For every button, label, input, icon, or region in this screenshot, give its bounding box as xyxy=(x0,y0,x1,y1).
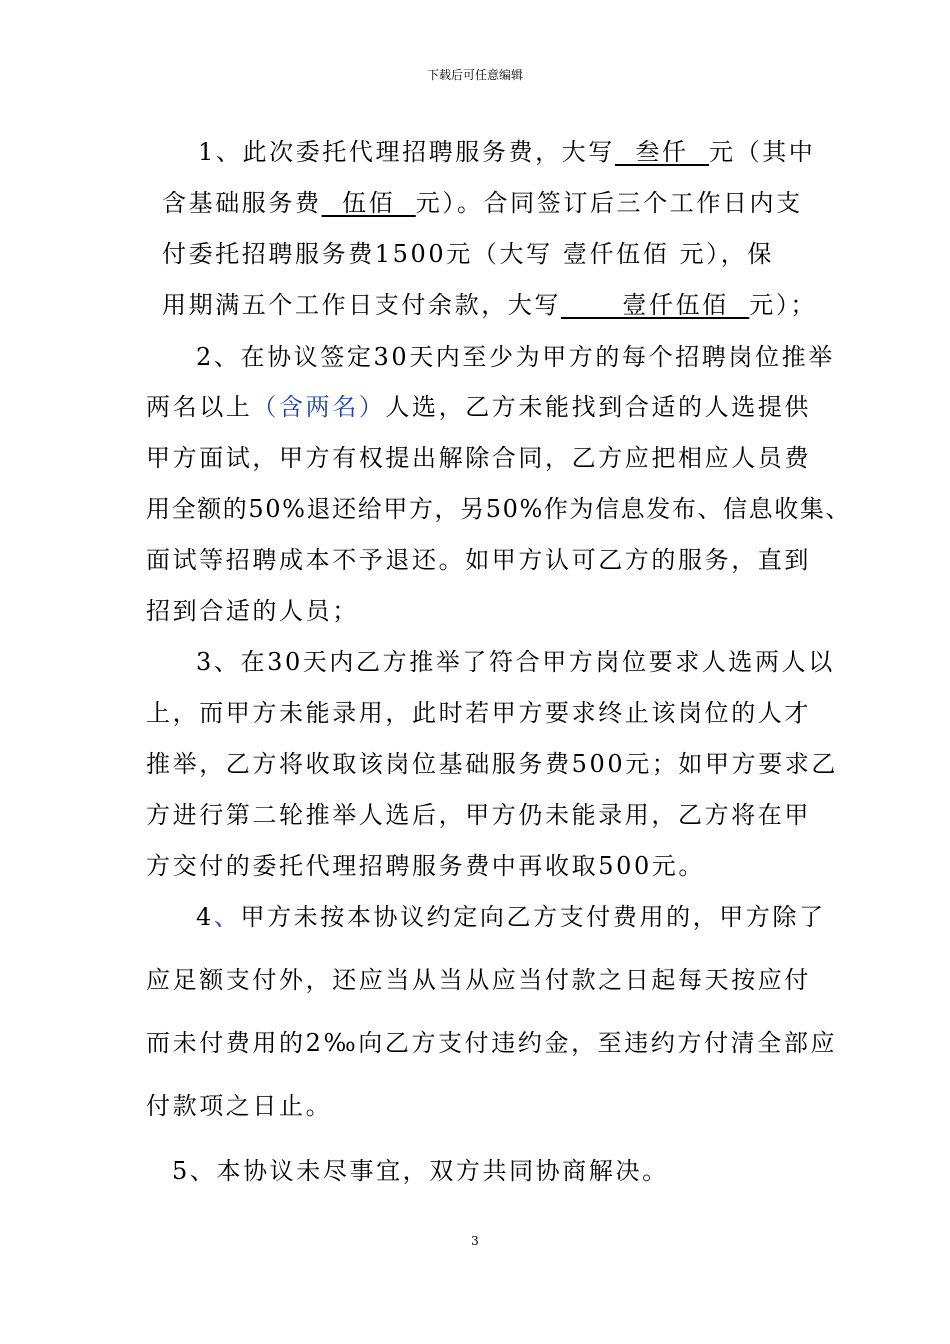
page-header: 下载后可任意编辑 xyxy=(426,68,523,82)
clause-4-text: 甲方未按本协议约定向乙方支付费用的，甲方除了 xyxy=(240,903,826,931)
clause-3-line-5: 方交付的委托代理招聘服务费中再收取500元。 xyxy=(146,852,706,880)
clause-2-line-4: 用全额的50%退还给甲方，另50%作为信息发布、信息收集、 xyxy=(146,495,852,523)
clause-3-line-3: 推举，乙方将收取该岗位基础服务费500元；如甲方要求乙 xyxy=(146,750,839,778)
clause-1-text: 1、此次委托代理招聘服务费，大写 xyxy=(198,138,615,166)
clause-2-line-3: 甲方面试，甲方有权提出解除合同，乙方应把相应人员费 xyxy=(146,444,811,472)
clause-4-line-4: 付款项之日止。 xyxy=(146,1092,333,1120)
clause-3-line-2: 上，而甲方未能录用，此时若甲方要求终止该岗位的人才 xyxy=(146,699,811,727)
clause-5-line-1: 5、本协议未尽事宜，双方共同协商解决。 xyxy=(172,1157,669,1185)
clause-1-line-2 xyxy=(162,183,803,218)
clause-4-line-1 xyxy=(196,897,826,932)
clause-1-text: 元）； xyxy=(749,291,818,319)
clause-1-line-3: 付委托招聘服务费1500元（大写 壹仟伍佰 元），保 xyxy=(162,240,774,268)
amount-fill-in: 叁仟 xyxy=(614,138,709,166)
clause-2-text: 人选，乙方未能找到合适的人选提供 xyxy=(385,393,812,421)
clause-2-line-2 xyxy=(146,387,811,422)
clause-4-number: 4 xyxy=(196,903,214,931)
clause-2-highlight: （含两名） xyxy=(252,393,386,421)
clause-1-line-4 xyxy=(162,285,817,320)
amount-fill-in: 伍佰 xyxy=(321,189,416,217)
clause-4-line-2: 应足额支付外，还应当从当从应当付款之日起每天按应付 xyxy=(146,966,811,994)
clause-1-text: 元（其中 xyxy=(709,138,816,166)
page-number: 3 xyxy=(471,1234,479,1248)
clause-2-text: 两名以上 xyxy=(146,393,253,421)
clause-4-separator: 、 xyxy=(213,903,241,931)
clause-2-line-6: 招到合适的人员； xyxy=(146,597,359,625)
clause-2-line-1: 2、在协议签定30天内至少为甲方的每个招聘岗位推举 xyxy=(196,343,835,371)
clause-2-line-5: 面试等招聘成本不予退还。如甲方认可乙方的服务，直到 xyxy=(146,546,811,574)
clause-1-text: 含基础服务费 xyxy=(162,189,322,217)
clause-1-text: 元）。合同签订后三个工作日内支 xyxy=(415,189,803,217)
amount-fill-in: 壹仟伍佰 xyxy=(561,291,750,319)
clause-4-line-3: 而未付费用的2‰向乙方支付违约金，至违约方付清全部应 xyxy=(146,1029,838,1057)
clause-3-line-4: 方进行第二轮推举人选后，甲方仍未能录用，乙方将在甲 xyxy=(146,801,811,829)
clause-1-line-1 xyxy=(198,132,815,167)
clause-1-text: 用期满五个工作日支付余款，大写 xyxy=(162,291,561,319)
clause-3-line-1: 3、在30天内乙方推举了符合甲方岗位要求人选两人以 xyxy=(196,648,835,676)
